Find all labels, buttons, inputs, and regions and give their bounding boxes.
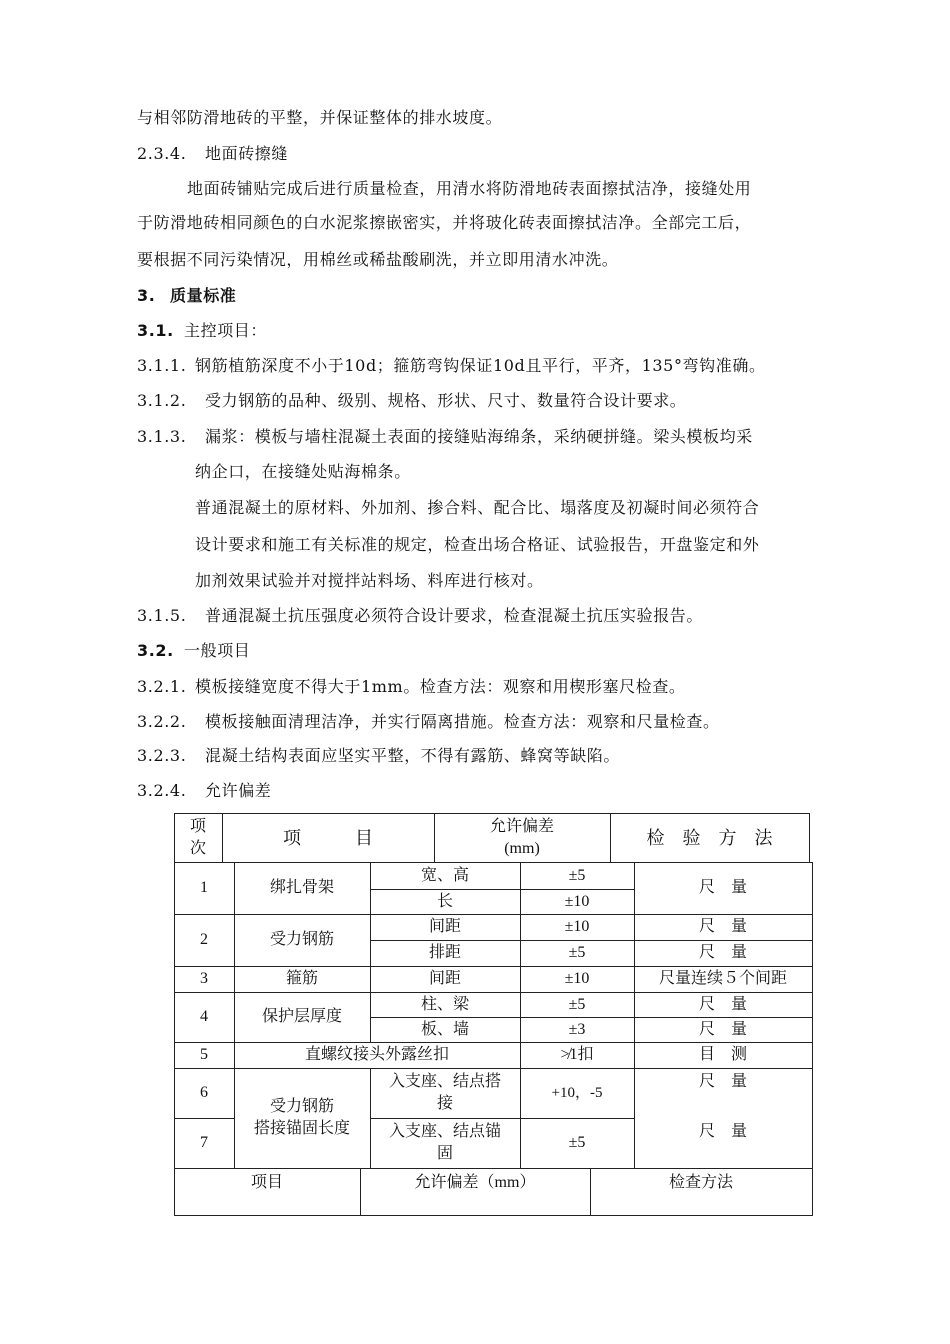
row-3-item: 箍筋 xyxy=(285,970,318,987)
row-6-no: 6 xyxy=(200,1084,208,1101)
section-3-2-3-text: 混凝土结构表面应坚实平整，不得有露筋、蜂窝等缺陷。 xyxy=(205,746,621,765)
row-2-item: 受力钢筋 xyxy=(269,931,334,948)
row-4b-tol: ±3 xyxy=(568,1020,586,1038)
row-7-no: 7 xyxy=(200,1134,208,1151)
section-3-1-3-text: 加剂效果试验并对搅拌站料场、料库进行核对。 xyxy=(195,571,544,590)
row-4-no: 4 xyxy=(200,1008,208,1025)
section-3-1-title: 主控项目： xyxy=(184,321,268,340)
section-3-1-number: 3.1. xyxy=(137,321,174,340)
row-4-item: 保护层厚度 xyxy=(261,1008,342,1025)
paragraph-line: 于防滑地砖相同颜色的白水泥浆擦嵌密实，并将玻化砖表面擦拭洁净。全部完工后， xyxy=(137,213,752,232)
row-2a-tol: ±10 xyxy=(564,918,590,935)
section-3-2-1-number: 3.2.1. xyxy=(137,677,187,696)
section-3-1-5-number: 3.1.5. xyxy=(137,606,187,625)
section-3-2-3-number: 3.2.3. xyxy=(137,746,187,765)
section-3-1-3-number: 3.1.3. xyxy=(137,427,187,446)
section-3-1-2-text: 受力钢筋的品种、级别、规格、形状、尺寸、数量符合设计要求。 xyxy=(205,391,687,410)
footer-method: 检查方法 xyxy=(668,1174,733,1191)
section-3-title: 质量标准 xyxy=(170,286,237,305)
row-5-no: 5 xyxy=(200,1046,208,1063)
row-2a-sub: 间距 xyxy=(428,918,461,935)
row-3-sub: 间距 xyxy=(428,970,461,987)
row-7-method: 尺 量 xyxy=(698,1123,747,1140)
row-6-sub: 入支座、结点搭 接 xyxy=(388,1073,501,1112)
row-1-method: 尺 量 xyxy=(698,879,747,896)
row-2b-sub: 排距 xyxy=(428,944,461,961)
row-6-7-item: 受力钢筋 搭接锚固长度 xyxy=(253,1098,350,1137)
row-3-tol: ±10 xyxy=(564,970,590,987)
section-3-1-5-text: 普通混凝土抗压强度必须符合设计要求，检查混凝土抗压实验报告。 xyxy=(205,606,704,625)
paragraph-line: 地面砖铺贴完成后进行质量检查，用清水将防滑地砖表面擦拭洁净，接缝处用 xyxy=(187,179,752,198)
section-2-3-4-title: 地面砖擦缝 xyxy=(205,144,289,163)
row-1b-tol: ±10 xyxy=(564,892,590,910)
row-2b-tol: ±5 xyxy=(568,944,586,961)
row-2b-method: 尺 量 xyxy=(698,944,747,961)
section-3-2-title: 一般项目 xyxy=(184,641,251,660)
row-5-tol: ≯1扣 xyxy=(560,1046,594,1063)
section-3-2-2-text: 模板接触面清理洁净，并实行隔离措施。检查方法：观察和尺量检查。 xyxy=(205,712,720,731)
row-5-method: 目 测 xyxy=(698,1046,747,1063)
row-2a-method: 尺 量 xyxy=(698,918,747,935)
section-3-1-2-number: 3.1.2. xyxy=(137,391,187,410)
section-3-1-1-number: 3.1.1. xyxy=(137,356,187,375)
row-4b-sub: 板、墙 xyxy=(420,1020,469,1038)
section-2-3-4-number: 2.3.4. xyxy=(137,144,187,163)
section-3-2-number: 3.2. xyxy=(137,641,174,660)
section-3-2-2-number: 3.2.2. xyxy=(137,712,187,731)
row-1a-tol: ±5 xyxy=(568,866,586,884)
row-1b-sub: 长 xyxy=(436,892,453,910)
header-no: 项 次 xyxy=(189,818,206,857)
section-3-1-3-text: 纳企口，在接缝处贴海棉条。 xyxy=(195,462,411,481)
row-3-no: 3 xyxy=(200,970,208,987)
header-method: 检 验 方 法 xyxy=(646,828,773,848)
row-4a-sub: 柱、梁 xyxy=(420,995,469,1013)
row-6-method: 尺 量 xyxy=(698,1073,747,1090)
row-5-item: 直螺纹接头外露丝扣 xyxy=(304,1046,449,1063)
section-3-1-3-text: 漏浆：模板与墙柱混凝土表面的接缝贴海绵条，采纳硬拼缝。梁头模板均采 xyxy=(205,427,753,446)
row-1-item: 绑扎骨架 xyxy=(269,879,334,896)
row-4a-method: 尺 量 xyxy=(698,995,747,1013)
paragraph-continuation: 与相邻防滑地砖的平整，并保证整体的排水坡度。 xyxy=(137,108,503,127)
header-tolerance: 允许偏差 (mm) xyxy=(489,818,554,857)
row-6-tol: +10，-5 xyxy=(551,1085,603,1101)
section-3-number: 3. xyxy=(137,286,156,305)
section-3-2-1-text: 模板接缝宽度不得大于1mm。检查方法：观察和用楔形塞尺检查。 xyxy=(195,677,686,696)
section-3-1-3-text: 普通混凝土的原材料、外加剂、掺合料、配合比、塌落度及初凝时间必须符合 xyxy=(195,498,760,517)
section-3-2-4-text: 允许偏差 xyxy=(205,781,272,800)
row-3-method: 尺量连续５个间距 xyxy=(658,970,787,987)
paragraph-line: 要根据不同污染情况，用棉丝或稀盐酸刷洗，并立即用清水冲洗。 xyxy=(137,250,619,269)
footer-tolerance: 允许偏差（mm） xyxy=(414,1174,536,1191)
footer-item: 项目 xyxy=(250,1174,283,1191)
row-1a-sub: 宽、高 xyxy=(420,866,469,884)
row-7-tol: ±5 xyxy=(568,1134,586,1151)
row-1-no: 1 xyxy=(200,879,208,896)
header-item: 项 目 xyxy=(283,828,373,848)
row-4b-method: 尺 量 xyxy=(698,1020,747,1038)
section-3-1-1-text: 钢筋植筋深度不小于10d；箍筋弯钩保证10d且平行，平齐，135°弯钩准确。 xyxy=(195,356,766,375)
row-7-sub: 入支座、结点锚 固 xyxy=(388,1123,501,1162)
section-3-1-3-text: 设计要求和施工有关标准的规定，检查出场合格证、试验报告，开盘鉴定和外 xyxy=(195,535,760,554)
row-2-no: 2 xyxy=(200,931,208,948)
row-4a-tol: ±5 xyxy=(568,995,586,1013)
section-3-2-4-number: 3.2.4. xyxy=(137,781,187,800)
